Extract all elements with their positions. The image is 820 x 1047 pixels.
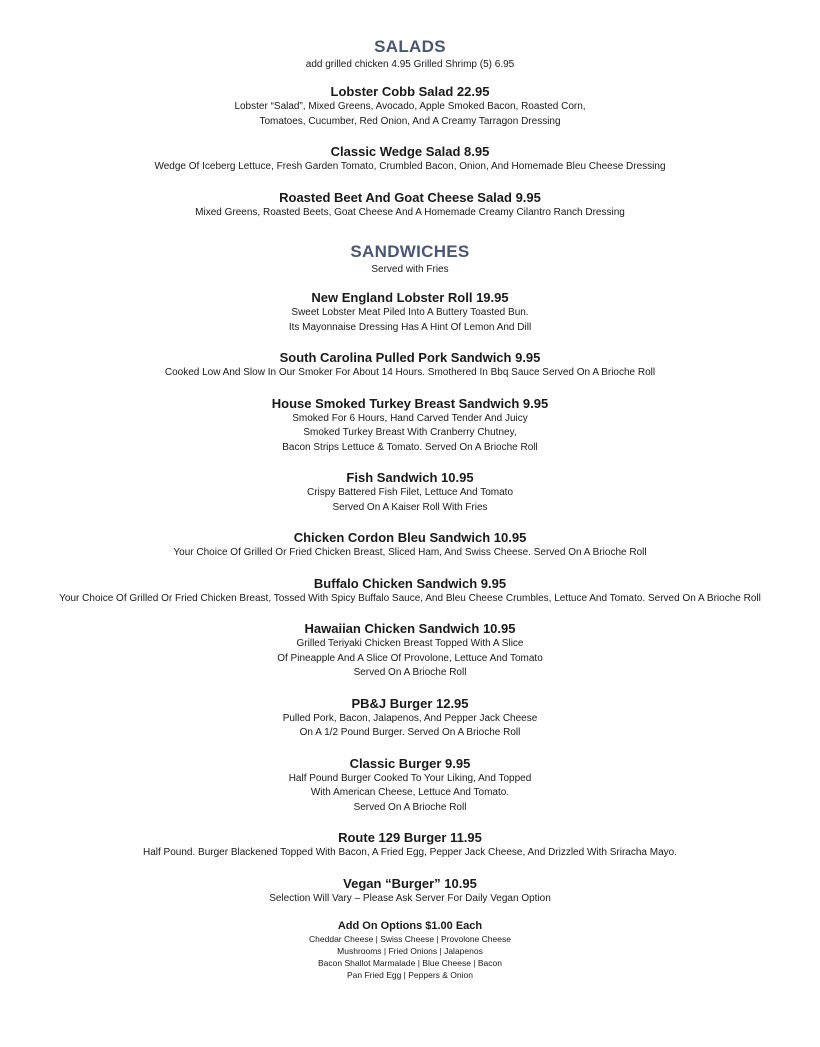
menu-item <box>0 830 820 861</box>
menu-item-description <box>0 160 820 175</box>
menu-item <box>0 621 820 681</box>
menu-item <box>0 290 820 335</box>
salads-title: SALADS <box>374 37 446 56</box>
menu-item-name: Lobster Cobb Salad 22.95 <box>330 84 490 99</box>
description-line: Grilled Teriyaki Chicken Breast Topped With A Slice <box>296 638 524 649</box>
menu-item-description <box>0 592 820 607</box>
description-line: Mixed Greens, Roasted Beets, Goat Cheese And A Homemade Creamy Cilantro Ranch Dressing <box>195 206 625 218</box>
description-line: Bacon Strips Lettuce & Tomato. Served On A Brioche Roll <box>282 441 538 453</box>
description-line: Selection Will Vary – Please Ask Server For Daily Vegan Option <box>269 892 551 904</box>
menu <box>0 37 820 981</box>
menu-item <box>0 756 820 816</box>
menu-item-name: Roasted Beet And Goat Cheese Salad 9.95 <box>279 189 541 205</box>
description-line: Your Choice Of Grilled Or Fried Chicken Breast, Tossed With Spicy Buffalo Sauce, And Bleu Cheese Crumbles, Lettuce And Tomato. Served On A Brioche Roll <box>59 592 761 604</box>
addons-title: Add On Options $1.00 Each <box>337 920 483 932</box>
menu-item <box>0 350 820 381</box>
description-line: Its Mayonnaise Dressing Has A Hint Of Lemon And Dill <box>288 321 532 333</box>
description-line: Crispy Battered Fish Filet, Lettuce And Tomato <box>306 487 514 498</box>
description-line: Smoked For 6 Hours, Hand Carved Tender And Juicy <box>292 412 528 424</box>
menu-item-description <box>0 546 820 561</box>
menu-item-name: PB&J Burger 12.95 <box>351 695 469 711</box>
description-line: Tomatoes, Cucumber, Red Onion, And A Creamy Tarragon Dressing <box>259 115 561 127</box>
menu-item <box>0 470 820 515</box>
addon-line: Mushrooms | Fried Onions | Jalapenos <box>337 946 483 956</box>
menu-item <box>0 396 820 456</box>
description-line: Served On A Brioche Roll <box>353 667 467 678</box>
menu-item-name: House Smoked Turkey Breast Sandwich 9.95 <box>271 395 549 411</box>
description-line: With American Cheese, Lettuce And Tomato. <box>310 787 510 798</box>
description-line: Sweet Lobster Meat Piled Into A Buttery Toasted Bun. <box>291 307 529 318</box>
addon-line: Bacon Shallot Marmalade | Blue Cheese | Bacon <box>318 958 502 968</box>
menu-item-description <box>0 412 820 456</box>
menu-item-name: South Carolina Pulled Pork Sandwich 9.95 <box>279 350 541 365</box>
menu-item <box>0 190 820 221</box>
addon-line: Pan Fried Egg | Peppers & Onion <box>346 970 473 980</box>
addon-line: Cheddar Cheese | Swiss Cheese | Provolone Cheese <box>309 934 511 944</box>
sandwiches-section <box>0 242 820 906</box>
description-line: Cooked Low And Slow In Our Smoker For About 14 Hours. Smothered In Bbq Sauce Served On A Brioche Roll <box>164 367 656 378</box>
description-line: Smoked Turkey Breast With Cranberry Chutney, <box>303 427 517 438</box>
menu-item-description <box>0 712 820 741</box>
description-line: Half Pound. Burger Blackened Topped With Bacon, A Fried Egg, Pepper Jack Cheese, And Drizzled With Sriracha Mayo. <box>143 847 677 858</box>
menu-item-name: Classic Wedge Salad 8.95 <box>330 144 490 159</box>
menu-item-description <box>0 892 820 907</box>
menu-item-name: Classic Burger 9.95 <box>349 755 471 771</box>
menu-item-name: Vegan “Burger” 10.95 <box>343 875 477 891</box>
description-line: Served On A Kaiser Roll With Fries <box>332 501 488 513</box>
salads-subtitle: add grilled chicken 4.95 Grilled Shrimp (5) 6.95 <box>305 59 515 70</box>
menu-item-description <box>0 366 820 381</box>
menu-item <box>0 84 820 129</box>
menu-item-name: Fish Sandwich 10.95 <box>346 470 474 485</box>
menu-item-name: Buffalo Chicken Sandwich 9.95 <box>313 575 507 591</box>
sandwiches-subtitle: Served with Fries <box>371 264 449 275</box>
description-line: Of Pineapple And A Slice Of Provolone, Lettuce And Tomato <box>277 652 543 664</box>
description-line: Your Choice Of Grilled Or Fried Chicken Breast, Sliced Ham, And Swiss Cheese. Served On A Brioche Roll <box>173 547 647 558</box>
menu-item-description <box>0 637 820 681</box>
menu-item-name: Route 129 Burger 11.95 <box>338 830 482 845</box>
menu-item-description <box>0 100 820 129</box>
menu-item <box>0 876 820 907</box>
menu-item-name: Chicken Cordon Bleu Sandwich 10.95 <box>293 530 527 545</box>
description-line: Pulled Pork, Bacon, Jalapenos, And Pepper Jack Cheese <box>282 712 538 724</box>
menu-item-description <box>0 206 820 221</box>
menu-item <box>0 696 820 741</box>
description-line: Half Pound Burger Cooked To Your Liking, And Topped <box>288 772 532 784</box>
menu-item-name: Hawaiian Chicken Sandwich 10.95 <box>304 621 516 636</box>
addons-section <box>0 919 820 981</box>
menu-item <box>0 144 820 175</box>
salads-section <box>0 37 820 220</box>
menu-item-name: New England Lobster Roll 19.95 <box>311 290 509 305</box>
description-line: On A 1/2 Pound Burger. Served On A Brioche Roll <box>299 727 521 738</box>
menu-item-description <box>0 306 820 335</box>
menu-item-description <box>0 486 820 515</box>
description-line: Served On A Brioche Roll <box>353 801 467 813</box>
sandwiches-title: SANDWICHES <box>350 242 470 261</box>
menu-item-description <box>0 772 820 816</box>
menu-item-description <box>0 846 820 861</box>
menu-item <box>0 576 820 607</box>
description-line: Wedge Of Iceberg Lettuce, Fresh Garden Tomato, Crumbled Bacon, Onion, And Homemade Bleu Cheese Dressing <box>154 161 666 172</box>
description-line: Lobster “Salad”, Mixed Greens, Avocado, Apple Smoked Bacon, Roasted Corn, <box>234 101 586 112</box>
menu-item <box>0 530 820 561</box>
